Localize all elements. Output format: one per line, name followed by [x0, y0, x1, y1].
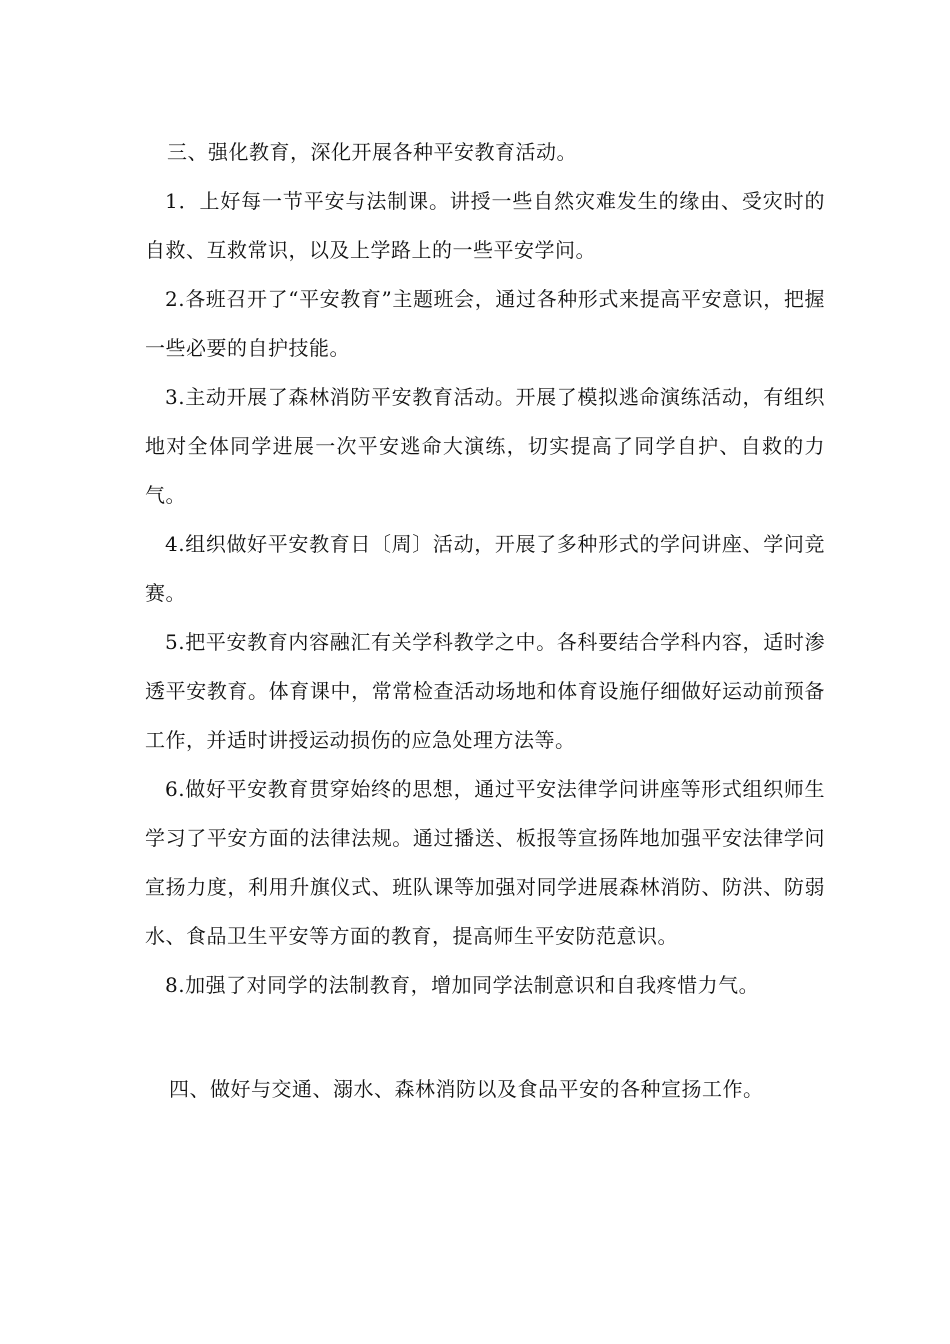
section-4-heading: 四、做好与交通、溺水、森林消防以及食品平安的各种宣扬工作。: [169, 1077, 764, 1101]
section-3-item-5: 5.把平安教育内容融汇有关学科教学之中。各科要结合学科内容，适时渗透平安教育。体育课中，常常检查活动场地和体育设施仔细做好运动前预备工作，并适时讲授运动损伤的应急处理方法等。: [145, 630, 825, 752]
paragraph-gap: [145, 1010, 825, 1065]
section-3-item-8: 8.加强了对同学的法制教育，增加同学法制意识和自我疼惜力气。: [165, 973, 760, 997]
section-3-item-1: 1．上好每一节平安与法制课。讲授一些自然灾难发生的缘由、受灾时的自救、互救常识，以及上学路上的一些平安学问。: [145, 189, 825, 262]
section-3-item-6: 6.做好平安教育贯穿始终的思想，通过平安法律学问讲座等形式组织师生学习了平安方面的法律法规。通过播送、板报等宣扬阵地加强平安法律学问宣扬力度，利用升旗仪式、班队课等加强对同学进展森林消防、防洪、防弱水、食品卫生平安等方面的教育，提高师生平安防范意识。: [145, 777, 825, 948]
document-body: [145, 128, 825, 1114]
section-3-item-2: 2.各班召开了“平安教育”主题班会，通过各种形式来提高平安意识，把握一些必要的自护技能。: [145, 287, 825, 360]
section-3-item-3: 3.主动开展了森林消防平安教育活动。开展了模拟逃命演练活动，有组织地对全体同学进展一次平安逃命大演练，切实提高了同学自护、自救的力气。: [145, 385, 825, 507]
section-3-item-4: 4.组织做好平安教育日〔周〕活动，开展了多种形式的学问讲座、学问竞赛。: [145, 532, 825, 605]
section-3-heading: 三、强化教育，深化开展各种平安教育活动。: [167, 140, 577, 164]
